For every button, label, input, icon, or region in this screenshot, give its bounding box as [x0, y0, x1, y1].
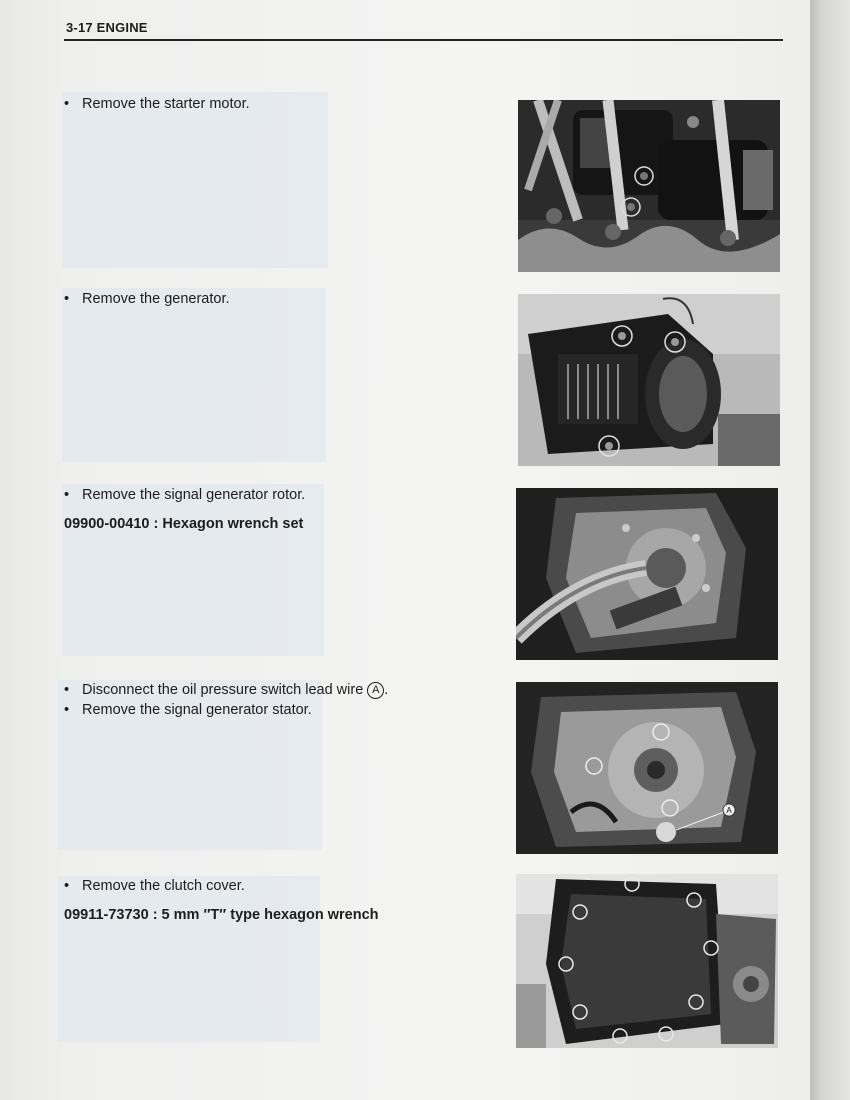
starter-motor-photo: [518, 100, 780, 272]
step-text: Remove the clutch cover.: [82, 878, 245, 894]
bullet-icon: •: [64, 682, 70, 698]
step-text: Remove the signal generator rotor.: [82, 487, 306, 503]
showthrough-block: [62, 484, 324, 656]
step-starter-motor: [64, 94, 250, 114]
signal-generator-rotor-photo: [516, 488, 778, 660]
step-generator: [64, 289, 230, 309]
special-tool-label: 09900-00410 : Hexagon wrench set: [64, 516, 304, 532]
step-text: Remove the starter motor.: [82, 96, 250, 112]
showthrough-block: [58, 876, 320, 1042]
page-edge: [810, 0, 850, 1100]
bullet-icon: •: [64, 878, 70, 894]
showthrough-block: [62, 288, 326, 462]
page-header: 3-17 ENGINE: [66, 20, 148, 35]
bullet-icon: •: [64, 702, 70, 718]
step-text: Disconnect the oil pressure switch lead wire: [82, 682, 364, 698]
step-signal-rotor: [64, 485, 305, 505]
signal-generator-stator-photo: [516, 682, 778, 854]
showthrough-block: [62, 92, 328, 268]
bullet-icon: •: [64, 96, 70, 112]
header-rule: [64, 39, 783, 41]
generator-photo: [518, 294, 780, 466]
step-text: Remove the generator.: [82, 291, 230, 307]
callout-marker: A: [367, 682, 384, 699]
bullet-icon: •: [64, 487, 70, 503]
bullet-icon: •: [64, 291, 70, 307]
clutch-cover-photo: [516, 874, 778, 1048]
special-tool-label: 09911-73730 : 5 mm ″T″ type hexagon wrench: [64, 907, 379, 923]
step-clutch-cover: [64, 876, 245, 896]
step-signal-stator: [64, 700, 312, 720]
svg-text:A: A: [726, 806, 732, 815]
step-oil-pressure-lead: • Disconnect the oil pressure switch lead wire A .: [64, 682, 389, 698]
step-text: Remove the signal generator stator.: [82, 702, 312, 718]
